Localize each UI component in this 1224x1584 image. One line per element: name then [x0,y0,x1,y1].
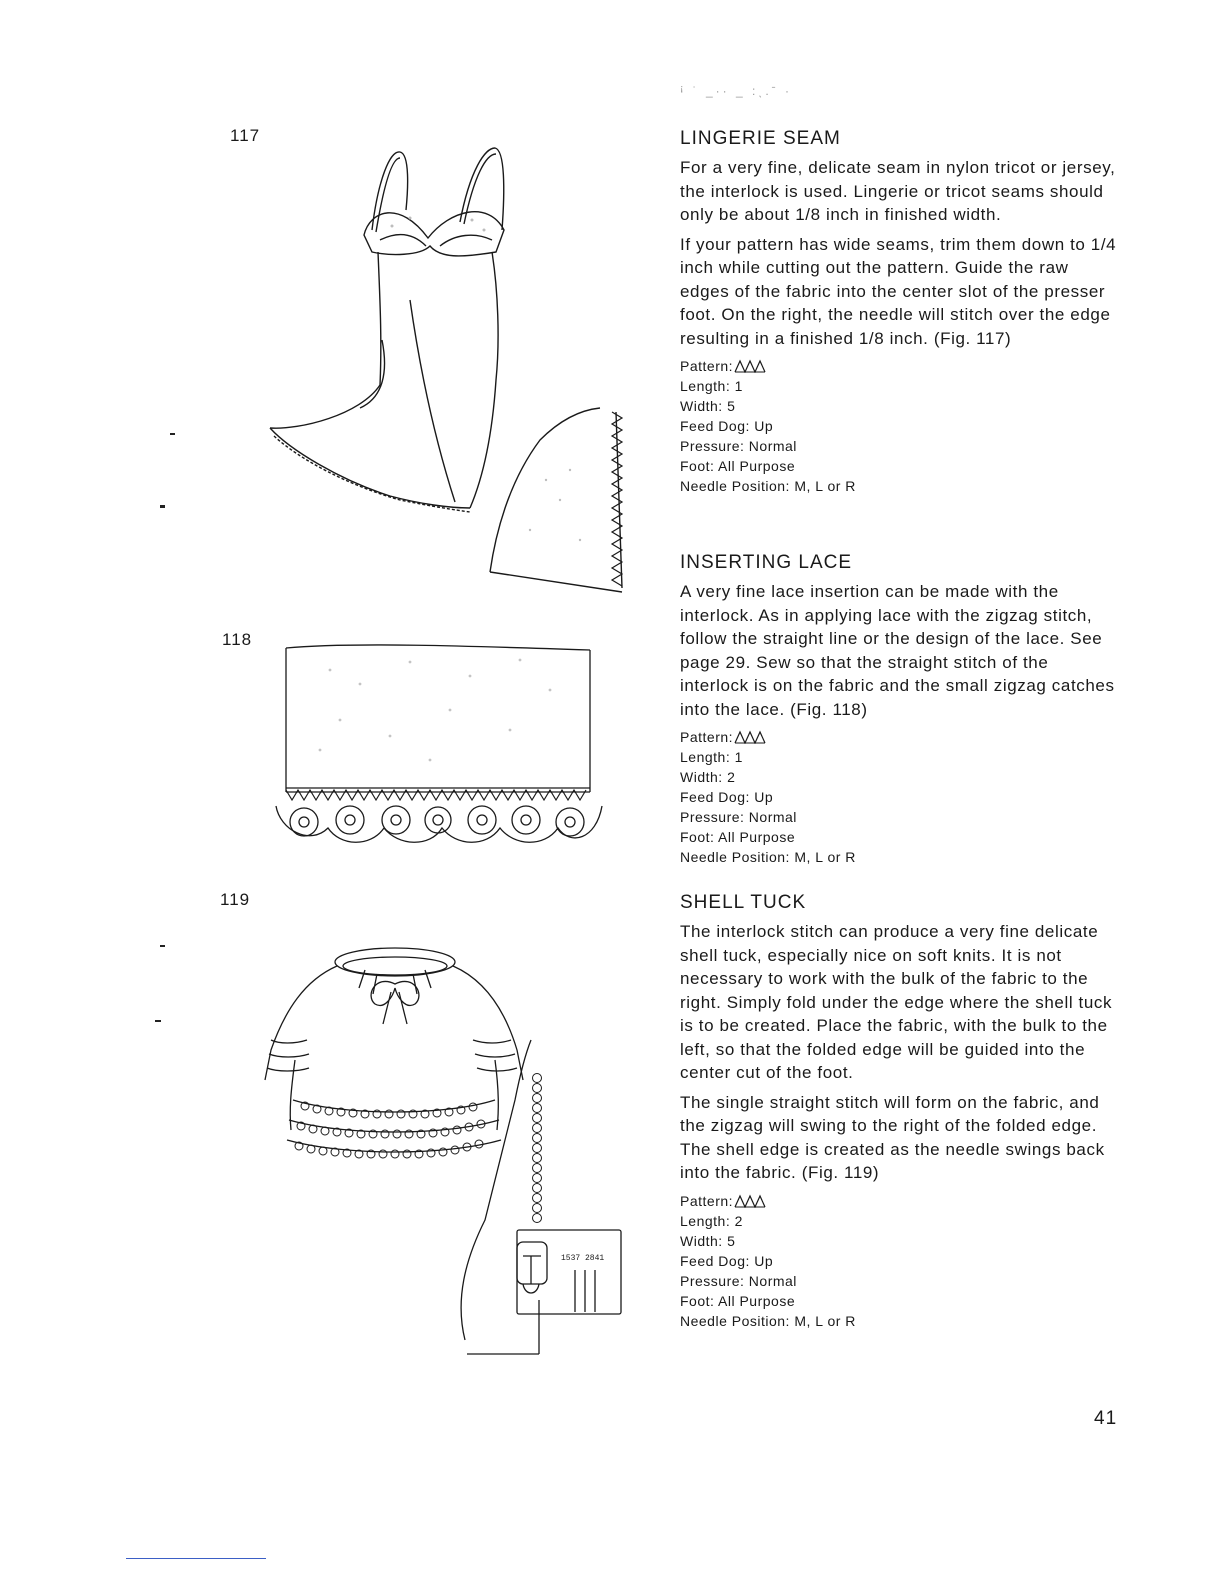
paragraph: The single straight stitch will form on the fabric, and the zigzag will swing to the right of the folded edge. The shell edge is created as the needle swings back into the fabric. (Fig. 119) [680,1092,1105,1182]
paragraph: If your pattern has wide seams, trim them down to 1/4 inch while cutting out the pattern. Guide the raw edges of the fabric into the center slot of the presser foot. On the right, the needle will stitch over the edge resulting in a finished 1/8 inch. (Fig. 117) [680,234,1117,348]
machine-dial-text: 1537 2841 [561,1254,605,1263]
section-inserting-lace [680,552,1120,867]
spec-pattern-label: Pattern: [680,1192,734,1209]
settings-list [680,356,1120,496]
bottom-rule [126,1558,266,1559]
section-shell-tuck [680,892,1120,1331]
shell-tuck-dress-icon [255,940,635,1360]
spec-foot: Foot: All Purpose [680,458,796,474]
section-lingerie-seam [680,128,1120,496]
spec-width: Width: 5 [680,398,736,414]
spec-pattern-label: Pattern: [680,358,734,374]
figure-number-119: 119 [220,890,251,909]
lace-insertion-icon [270,640,610,860]
figure-number-117: 117 [230,126,261,145]
page-number: 41 [1094,1408,1118,1429]
spec-feed-dog: Feed Dog: Up [680,418,774,434]
section-heading: INSERTING LACE [680,552,853,573]
spec-pressure: Pressure: Normal [680,438,797,454]
header-fragment: ꜟ ˙ _·· _ :ˎ.ˉ · [680,84,792,98]
settings-list [680,727,1120,867]
paragraph: For a very fine, delicate seam in nylon tricot or jersey, the interlock is used. Lingerie or tricot seams should only be about 1/8 inch in finished width. [680,158,1116,224]
spec-pattern-label: Pattern: [680,729,734,745]
figure-119-shell-tuck [255,940,635,1360]
spec-needle-position: Needle Position: M, L or R [680,849,856,865]
spec-pattern [680,727,1120,747]
spec-length: Length: 1 [680,378,743,394]
interlock-pattern-icon [733,359,767,373]
scan-mark [170,433,175,435]
spec-feed-dog: Feed Dog: Up [680,789,774,805]
spec-width: Width: 2 [680,769,736,785]
spec-pressure: Pressure: Normal [680,1272,797,1289]
spec-pattern [680,1191,1120,1211]
paragraph: A very fine lace insertion can be made with the interlock. As in applying lace with the zigzag stitch, follow the straight line or the design of the lace. See page 29. Sew so that the straight stitch of the interlock is on the fabric and the small zigzag catches into the lace. (Fig. 118) [680,582,1115,719]
interlock-pattern-icon [733,730,767,744]
spec-needle-position: Needle Position: M, L or R [680,478,856,494]
spec-feed-dog: Feed Dog: Up [680,1252,774,1269]
scan-mark [155,1020,161,1022]
spec-width: Width: 5 [680,1232,736,1249]
spec-pressure: Pressure: Normal [680,809,797,825]
figure-117-slip [260,140,640,600]
spec-length: Length: 2 [680,1212,743,1229]
spec-foot: Foot: All Purpose [680,829,796,845]
slip-icon [260,140,640,600]
section-heading: LINGERIE SEAM [680,128,841,149]
spec-length: Length: 1 [680,749,743,765]
section-heading: SHELL TUCK [680,892,807,913]
scan-mark [160,505,165,508]
spec-foot: Foot: All Purpose [680,1292,796,1309]
scan-mark [160,945,165,947]
spec-pattern [680,356,1120,376]
figure-118-lace [270,640,610,860]
paragraph: The interlock stitch can produce a very fine delicate shell tuck, especially nice on soft knits. It is not necessary to work with the bulk of the fabric to the right. Simply fold under the edge where the shell tuck is to be created. Place the fabric, with the bulk to the left, so that the folded edge will be guided into the center cut of the foot. [680,922,1113,1082]
settings-list [680,1191,1120,1331]
spec-needle-position: Needle Position: M, L or R [680,1312,856,1329]
interlock-pattern-icon [733,1194,767,1208]
figure-number-118: 118 [222,630,253,649]
